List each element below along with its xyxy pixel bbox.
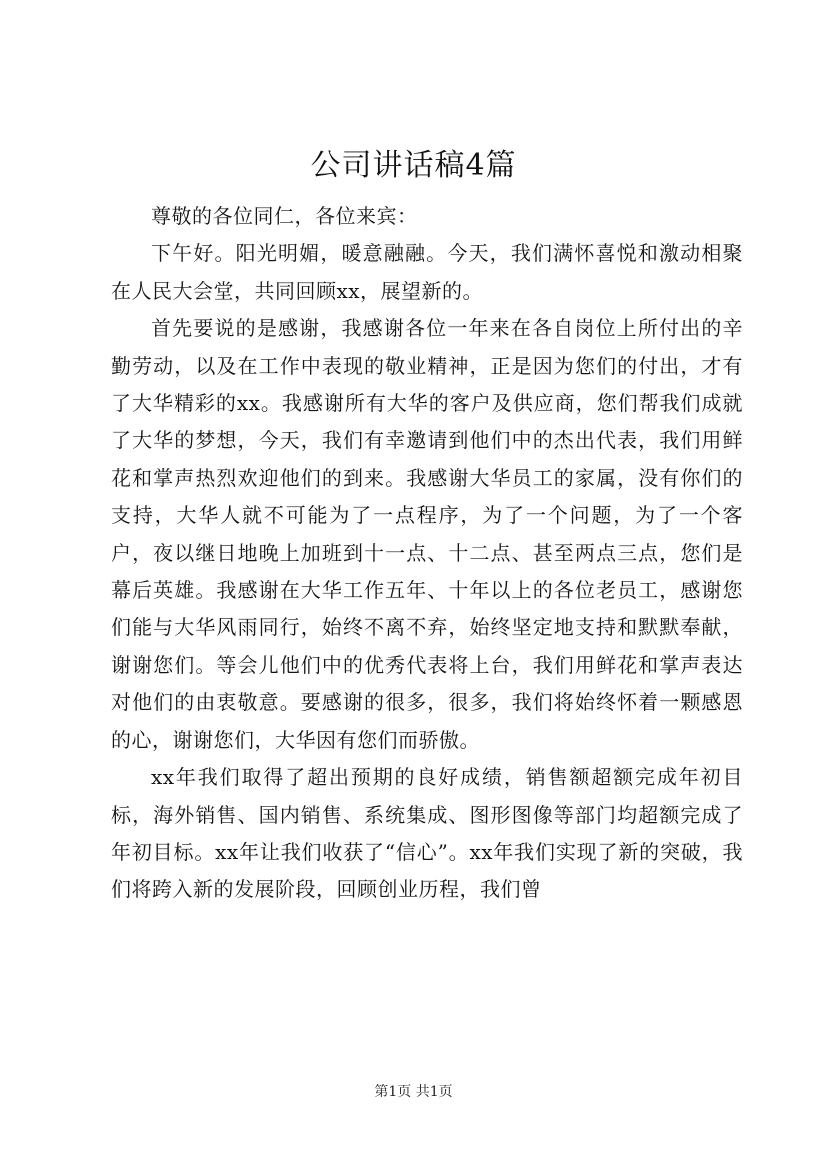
document-body: [111, 198, 743, 909]
document-title: 公司讲话稿4篇: [310, 148, 517, 183]
body-paragraph-1: 下午好。阳光明媚，暖意融融。今天，我们满怀喜悦和激动相聚在人民大会堂，共同回顾xx，展望新的。: [111, 241, 743, 303]
body-paragraph-3: xx年我们取得了超出预期的良好成绩，销售额超额完成年初目标，海外销售、国内销售、系统集成、图形图像等部门均超额完成了年初目标。xx年让我们收获了“信心”。xx年我们实现了新的突破，我们将跨入新的发展阶段，回顾创业历程，我们曾: [111, 765, 743, 902]
body-paragraph-2: 首先要说的是感谢，我感谢各位一年来在各自岗位上所付出的辛勤劳动，以及在工作中表现的敬业精神，正是因为您们的付出，才有了大华精彩的xx。我感谢所有大华的客户及供应商，您们帮我们成就了大华的梦想，今天，我们有幸邀请到他们中的杰出代表，我们用鲜花和掌声热烈欢迎他们的到来。我感谢大华员工的家属，没有你们的支持，大华人就不可能为了一点程序，为了一个问题，为了一个客户，夜以继日地晚上加班到十一点、十二点、甚至两点三点，您们是幕后英雄。我感谢在大华工作五年、十年以上的各位老员工，感谢您们能与大华风雨同行，始终不离不弃，始终坚定地支持和默默奉献，谢谢您们。等会儿他们中的优秀代表将上台，我们用鲜花和掌声表达对他们的由衷敬意。要感谢的很多，很多，我们将始终怀着一颗感恩的心，谢谢您们，大华因有您们而骄傲。: [111, 316, 743, 752]
greeting-paragraph: 尊敬的各位同仁，各位来宾：: [151, 204, 418, 228]
page-footer: 第1页 共1页: [374, 1084, 453, 1100]
